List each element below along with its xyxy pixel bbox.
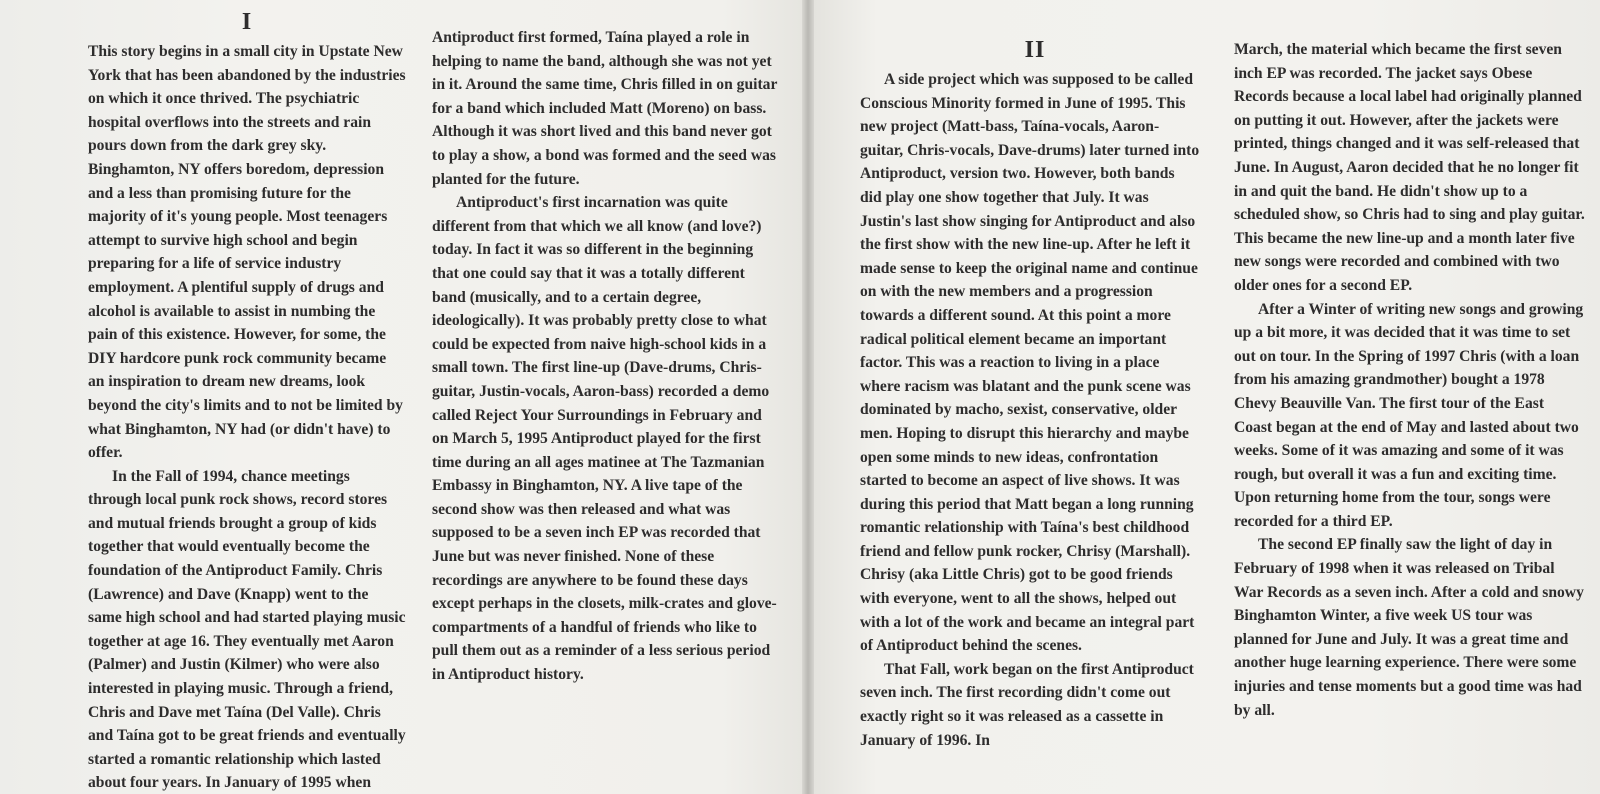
right-page xyxy=(814,0,1600,794)
paragraph: Antiproduct's first incarnation was quite different from that which we all know (and love?) today. In fact it was so different in the beginning that one could say that it was a totally different band (musically, and to a certain degree, ideologically). It was probably pretty close to what could be expected from naive high-school kids in a small town. The first line-up (Dave-drums, Chris-guitar, Justin-vocals, Aaron-bass) recorded a demo called Reject Your Surroundings in February and on March 5, 1995 Antiproduct played for the first time during an all ages matinee at The Tazmanian Embassy in Binghamton, NY. A live tape of the second show was then released and what was supposed to be a seven inch EP was recorded that June but was never finished. None of these recordings are anywhere to be found these days except perhaps in the closets, milk-crates and glove-compartments of a handful of friends who like to pull them out as a reminder of a less serious period in Antiproduct history. xyxy=(432,194,777,684)
paragraph: Antiproduct first formed, Taína played a role in helping to name the band, although she was not yet in it. Around the same time, Chris filled in on guitar for a band which included Matt (Moreno) on bass. Although it was short lived and this band never got to play a show, a bond was formed and the seed was planted for the future. xyxy=(432,29,778,188)
paragraph: The second EP finally saw the light of day in February of 1998 when it was released on Tribal War Records as a seven inch. After a cold and snowy Binghamton Winter, a five week US tour was planned for June and July. It was a great time and another huge learning experience. There were some injuries and tense moments but a good time was had by all. xyxy=(1234,536,1584,719)
paragraph: A side project which was supposed to be called Conscious Minority formed in June of 1995. This new project (Matt-bass, Taína-vocals, Aaron-guitar, Chris-vocals, Dave-drums) later turned into Antiproduct, version two. However, both bands did play one show together that July. It was Justin's last show singing for Antiproduct and also the first show with the new line-up. After he left it made sense to keep the original name and continue on with the new members and a progression towards a different sound. At this point a more radical political element became an important factor. This was a reaction to living in a place where racism was blatant and the punk scene was dominated by macho, sexist, conservative, older men. Hoping to disrupt this hierarchy and maybe open some minds to new ideas, confrontation started to become an aspect of live shows. It was during this period that Matt began a long running romantic relationship with Taína's best childhood friend and fellow punk rocker, Chrisy (Marshall). Chrisy (aka Little Chris) got to be good friends with everyone, went to all the shows, helped out with a lot of the work and became an integral part of Antiproduct behind the scenes. xyxy=(860,71,1200,655)
column-3 xyxy=(860,38,1200,752)
paragraph: That Fall, work began on the first Antiproduct seven inch. The first recording didn't come out exactly right so it was released as a cassette in January of 1996. In xyxy=(860,660,1194,749)
section-numeral-i: I xyxy=(241,9,253,35)
book-gutter xyxy=(802,0,814,794)
column-2 xyxy=(432,26,780,687)
section-numeral-ii: II xyxy=(1024,37,1046,63)
paragraph: This story begins in a small city in Upstate New York that has been abandoned by the industries on which it once thrived. The psychiatric hospital overflows into the streets and rain pours down from the dark grey sky. Binghamton, NY offers boredom, depression and a less than promising future for the majority of it's young people. Most teenagers attempt to survive high school and begin preparing for a life of service industry employment. A plentiful supply of drugs and alcohol is available to assist in numbing the pain of this existence. However, for some, the DIY hardcore punk rock community became an inspiration to dream new dreams, look beyond the city's limits and to not be limited by what Binghamton, NY had (or didn't have) to offer. xyxy=(88,43,406,462)
column-1 xyxy=(88,10,406,794)
paragraph: In the Fall of 1994, chance meetings through local punk rock shows, record stores and mutual friends brought a group of kids together that would eventually become the foundation of the Antiproduct Family. Chris (Lawrence) and Dave (Knapp) went to the same high school and had started playing music together at age 16. They eventually met Aaron (Palmer) and Justin (Kilmer) who were also interested in playing music. Through a friend, Chris and Dave met Taína (Del Valle). Chris and Taína got to be great friends and eventually started a romantic relationship which lasted about four years. In January of 1995 when xyxy=(88,467,406,792)
paragraph: March, the material which became the first seven inch EP was recorded. The jacket says Obese Records because a local label had originally planned on putting it out. However, after the jackets were printed, things changed and it was self-released that June. In August, Aaron decided that he no longer fit in and quit the band. He didn't show up to a scheduled show, so Chris had to sing and play guitar. This became the new line-up and a month later five new songs were recorded and combined with two older ones for a second EP. xyxy=(1234,41,1585,294)
paragraph: After a Winter of writing new songs and growing up a bit more, it was decided that it was time to set out on tour. In the Spring of 1997 Chris (with a loan from his amazing grandmother) bought a 1978 Chevy Beauville Van. The first tour of the East Coast began at the end of May and lasted about two weeks. Some of it was amazing and some of it was rough, but overall it was a fun and exciting time. Upon returning home from the tour, songs were recorded for a third EP. xyxy=(1234,300,1584,530)
column-4 xyxy=(1234,38,1586,722)
